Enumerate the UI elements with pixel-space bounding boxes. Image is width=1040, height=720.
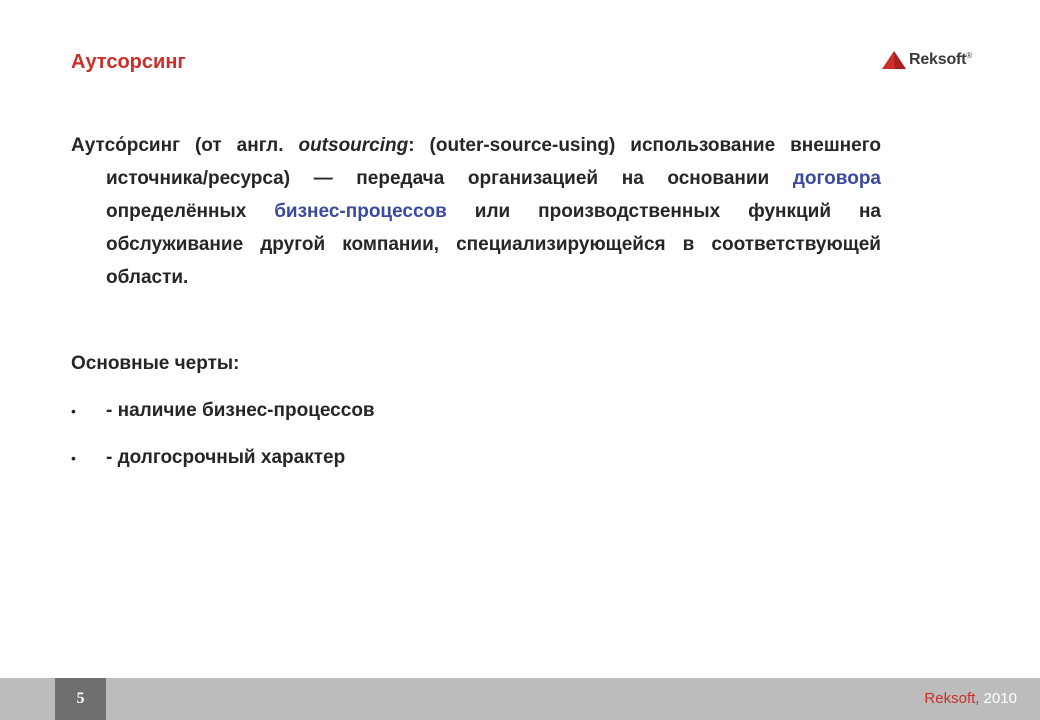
- footer-bar: [0, 678, 1040, 720]
- definition-block: [71, 129, 881, 294]
- definition-paragraph: Аутсо́рсинг (от англ. outsourcing: (outer-source-using) использование внешнего источника/ресурса) — передача организацией на основании договора определённых бизнес-процессов или производственных функций на обслуживание другой компании, специализирующейся в соответствующей области.: [71, 135, 881, 288]
- slide-title: Аутсорсинг: [71, 51, 186, 73]
- features-list: [71, 398, 375, 492]
- list-item: • - долгосрочный характер: [71, 445, 375, 492]
- footer-copyright: Reksoft, 2010: [924, 690, 1017, 707]
- reksoft-triangle-icon: [882, 51, 906, 69]
- bullet-icon: •: [71, 403, 76, 419]
- bullet-icon: •: [71, 450, 76, 466]
- list-item: • - наличие бизнес-процессов: [71, 398, 375, 445]
- features-heading: Основные черты:: [71, 353, 240, 374]
- term-outsourcing: outsourcing: [298, 135, 409, 156]
- logo-text: Reksoft®: [909, 51, 972, 68]
- page-number: 5: [55, 678, 106, 720]
- link-business-processes[interactable]: бизнес-процессов: [274, 201, 447, 222]
- link-contract[interactable]: договора: [792, 168, 881, 189]
- reksoft-logo: [882, 49, 972, 71]
